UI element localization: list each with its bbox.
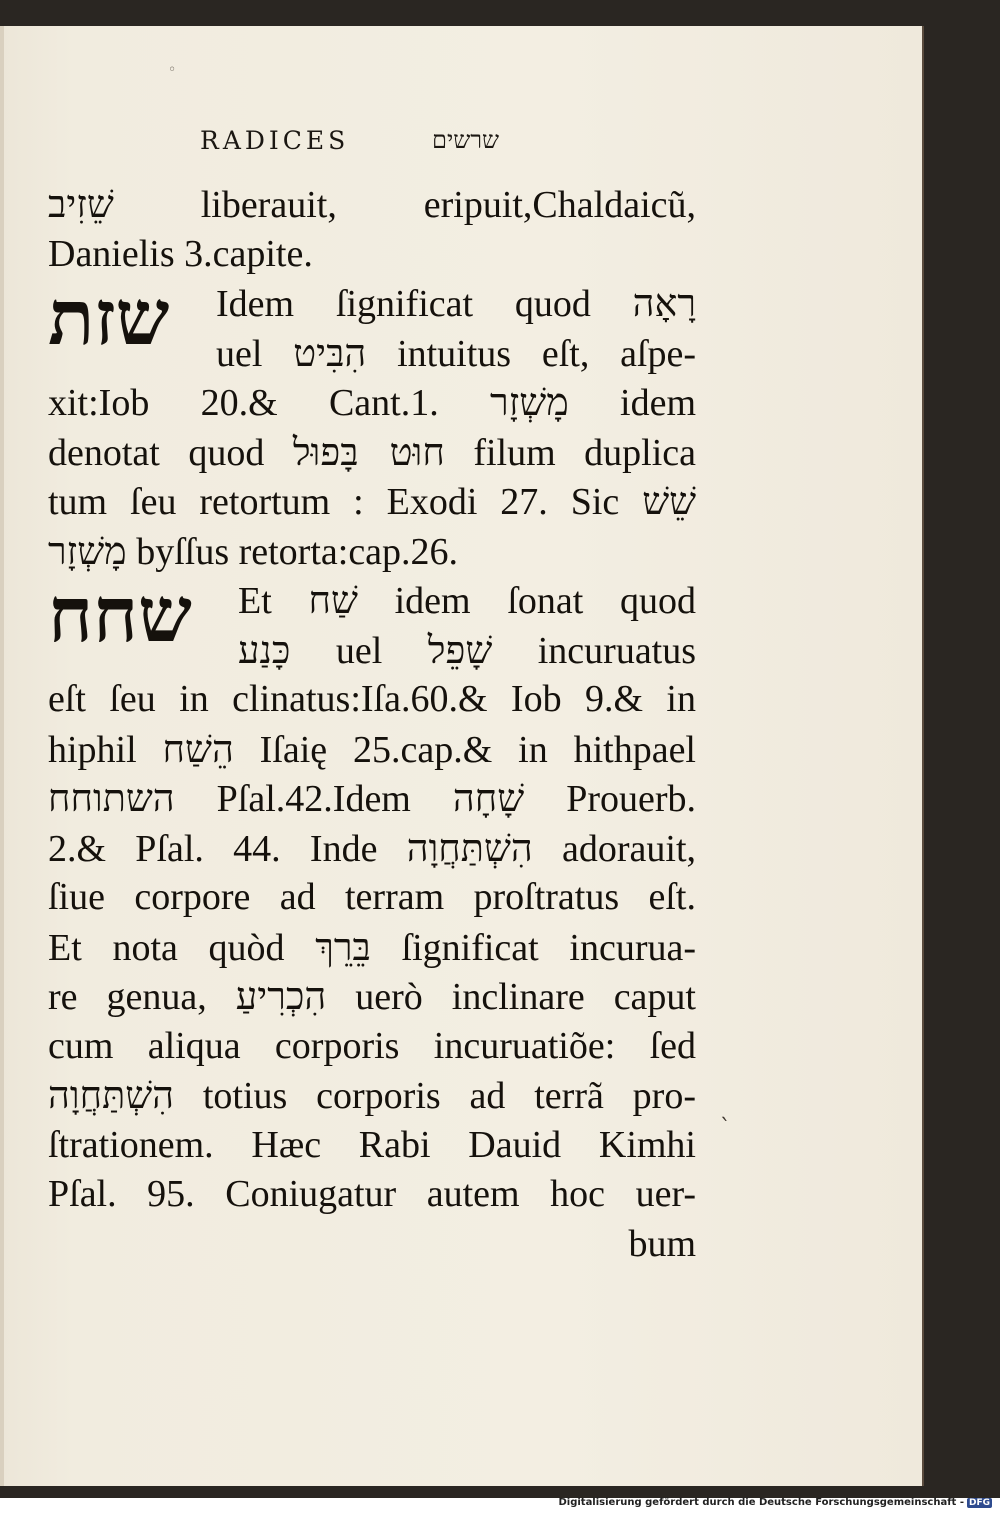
latin-text: Pſal. 95. Coniugatur autem hoc uer- bbox=[48, 1173, 696, 1215]
entry-lines bbox=[216, 279, 696, 378]
latin-text: ſtrationem. Hæc Rabi Dauid Kimhi bbox=[48, 1123, 696, 1166]
latin-text: intuitus eſt, aſpe- bbox=[397, 332, 696, 375]
latin-text: Pſal.42.Idem bbox=[216, 778, 411, 820]
latin-text: totius corporis ad terrã pro- bbox=[202, 1075, 696, 1117]
latin-text: eſt ſeu in clinatus:Iſa.60.& Iob 9.& in bbox=[48, 678, 696, 720]
latin-text: idem ſonat quod bbox=[394, 580, 696, 622]
text-line bbox=[48, 230, 696, 280]
catchword bbox=[48, 1220, 696, 1270]
running-head bbox=[200, 126, 540, 155]
latin-text: Et nota quòd bbox=[48, 926, 285, 969]
hebrew-word: הִכְרִיעַ bbox=[235, 974, 327, 1018]
text-line bbox=[48, 1170, 696, 1220]
hebrew-word: בֵּרֵךְ bbox=[315, 924, 371, 969]
text-line bbox=[48, 1121, 696, 1171]
text-line bbox=[48, 824, 696, 874]
hebrew-word: שֵׁזִיב bbox=[48, 182, 114, 226]
latin-text: xit:Iob 20.& Cant.1. bbox=[48, 382, 439, 424]
latin-text: ſiue corpore ad terram proſtratus eſt. bbox=[48, 876, 696, 918]
text-line bbox=[48, 428, 696, 478]
hebrew-word: מָשְׁזָר bbox=[490, 380, 569, 424]
text-line bbox=[48, 972, 696, 1022]
drop-root-shzt: שזת bbox=[48, 273, 170, 362]
digitization-credit bbox=[558, 1497, 992, 1508]
entry-shzt bbox=[48, 273, 696, 378]
dfg-logo: DFG bbox=[968, 1498, 990, 1508]
latin-text: adorauit, bbox=[562, 827, 696, 870]
page-edge bbox=[0, 26, 4, 1486]
latin-text: 2.& Pſal. 44. Inde bbox=[48, 827, 378, 870]
hebrew-word: שַׁח bbox=[308, 578, 358, 622]
text-line bbox=[48, 180, 696, 230]
text-line bbox=[48, 873, 696, 923]
latin-text: Prouerb. bbox=[566, 778, 696, 820]
catchword-text: bum bbox=[628, 1222, 696, 1265]
hebrew-word: הִשְׁתַּחֲוָה bbox=[406, 825, 533, 870]
text-line bbox=[238, 626, 696, 676]
entry-shhh bbox=[48, 570, 696, 675]
latin-text: tum ſeu retortum : Exodi 27. Sic bbox=[48, 481, 620, 523]
text-line bbox=[216, 329, 696, 379]
text-line bbox=[48, 477, 696, 527]
hebrew-word: חוּט בָּפוּל bbox=[292, 429, 445, 474]
entry-lines bbox=[238, 576, 696, 675]
latin-text: uel bbox=[216, 332, 263, 375]
latin-text: denotat quod bbox=[48, 431, 265, 474]
hebrew-word: שָׁפֵל bbox=[427, 627, 493, 672]
latin-text: ſignificat incurua- bbox=[401, 926, 696, 969]
latin-text: cum aliqua corporis incuruatiõe: ſed bbox=[48, 1024, 696, 1067]
latin-text: Iſaię 25.cap.& in hithpael bbox=[259, 728, 696, 771]
text-line bbox=[48, 1071, 696, 1121]
latin-text: Idem ſignificat quod bbox=[216, 283, 591, 325]
text-line bbox=[48, 923, 696, 973]
hebrew-word: השתוחח bbox=[48, 776, 175, 820]
ink-speck: ◦ bbox=[168, 62, 177, 78]
text-line bbox=[48, 527, 696, 577]
latin-text: idem bbox=[620, 382, 696, 424]
drop-root-shhh: שחח bbox=[48, 570, 192, 659]
hebrew-word: מָשְׁזָר bbox=[48, 528, 127, 573]
text-line bbox=[48, 675, 696, 725]
hebrew-word: כָּנַע bbox=[238, 627, 291, 672]
hebrew-word: הִשְׁתַּחֲוָה bbox=[48, 1073, 175, 1117]
hebrew-word: שָׁחָה bbox=[452, 776, 525, 820]
hebrew-word: הִבִּיט bbox=[293, 330, 367, 375]
latin-text: uerò inclinare caput bbox=[355, 976, 696, 1018]
text-line bbox=[48, 774, 696, 824]
latin-text: byſſus retorta:cap.26. bbox=[136, 530, 459, 573]
text-line bbox=[48, 1022, 696, 1072]
latin-text: Danielis 3.capite. bbox=[48, 232, 313, 275]
text-line bbox=[48, 378, 696, 428]
body-text bbox=[48, 180, 696, 1269]
text-line bbox=[238, 576, 696, 626]
running-head-latin: RADICES bbox=[200, 126, 350, 155]
latin-text: incuruatus bbox=[537, 629, 696, 672]
hebrew-word: רָאָה bbox=[632, 281, 696, 325]
latin-text: filum duplica bbox=[473, 431, 696, 474]
running-head-hebrew: שרשים bbox=[432, 126, 500, 154]
latin-text: uel bbox=[335, 629, 383, 672]
text-line bbox=[48, 725, 696, 775]
hebrew-word: שֵׁשׁ bbox=[642, 479, 696, 523]
credit-text: Digitalisierung gefördert durch die Deutsche Forschungsgemeinschaft - bbox=[558, 1497, 964, 1508]
margin-mark: ` bbox=[720, 1116, 731, 1141]
latin-text: re genua, bbox=[48, 976, 207, 1018]
hebrew-word: הֵשַׁח bbox=[162, 726, 234, 771]
latin-text: liberauit, eripuit,Chaldaicũ, bbox=[200, 184, 696, 226]
text-line bbox=[216, 279, 696, 329]
latin-text: hiphil bbox=[48, 728, 137, 771]
latin-text: Et bbox=[238, 580, 272, 622]
